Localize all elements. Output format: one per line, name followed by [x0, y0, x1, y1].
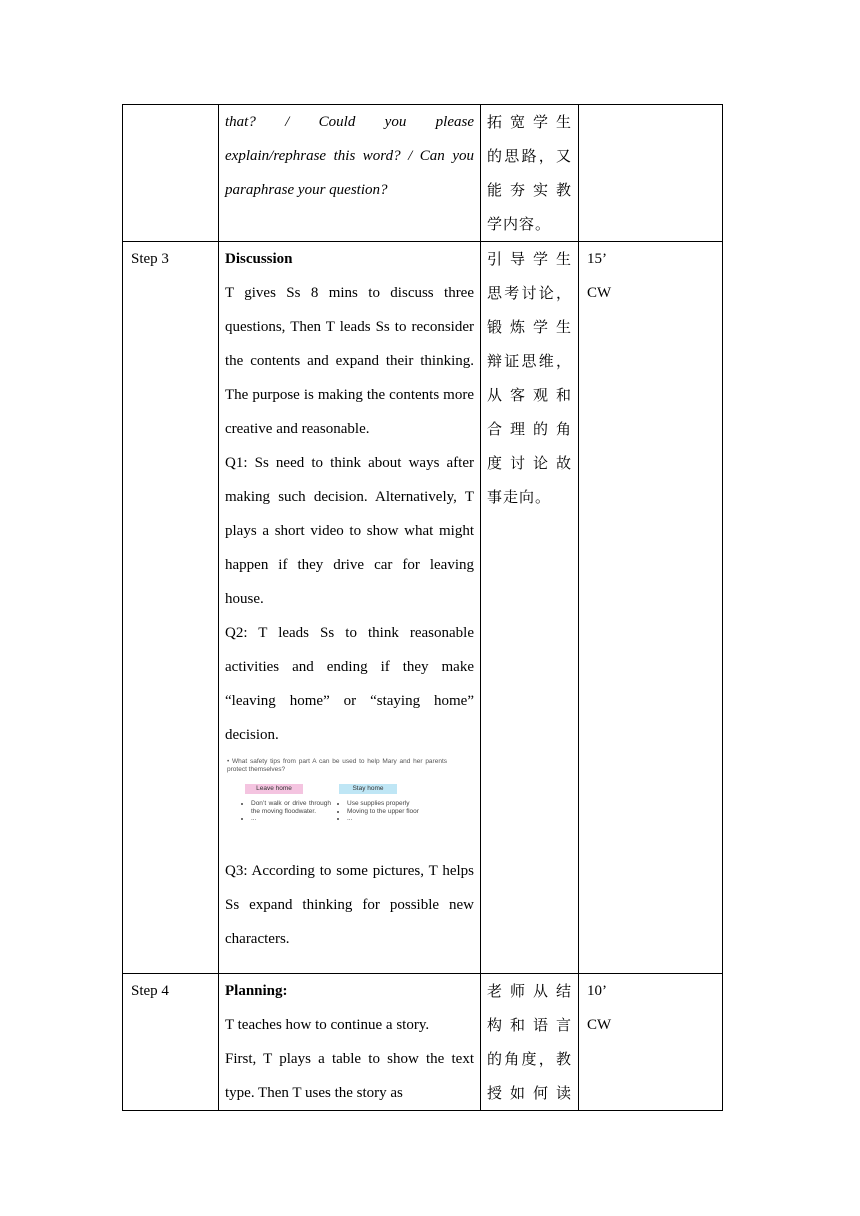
content-cell	[219, 974, 481, 1111]
leave-home-list: • Don’t walk or drive through the moving floodwater. • ...	[241, 800, 331, 823]
purpose-cell: 引导学生 思考讨论， 锻炼学生 辩证思维， 从客观和 合理的角 度讨论故 事走向。	[481, 242, 579, 974]
lesson-plan-table	[122, 104, 723, 1111]
table-row	[123, 974, 723, 1111]
time-cell	[579, 242, 723, 974]
duration: 10’	[587, 983, 607, 999]
work-mode: CW	[587, 285, 612, 301]
duration: 15’	[587, 251, 607, 267]
content-paragraph: T gives Ss 8 mins to discuss three questions, Then T leads Ss to reconsider the contents and expand their thinking. The purpose is making the contents more creative and reasonable.	[225, 285, 474, 437]
table-row	[123, 105, 723, 242]
section-heading: Planning:	[225, 983, 288, 999]
time-cell	[579, 105, 723, 242]
figure-question: • What safety tips from part A can be used to help Mary and her parents protect themselves?	[227, 758, 447, 773]
table-row	[123, 242, 723, 974]
content-cell	[219, 242, 481, 974]
content-paragraph: that? / Could you please explain/rephrase this word? / Can you paraphrase your question?	[225, 114, 474, 198]
step-label: Step 4	[131, 983, 169, 999]
step-cell	[123, 105, 219, 242]
time-cell	[579, 974, 723, 1111]
content-paragraph: Q3: According to some pictures, T helps Ss expand thinking for possible new characters.	[225, 863, 474, 947]
step-cell	[123, 242, 219, 974]
stay-home-list: • Use supplies properly • Moving to the upper floor • ...	[337, 800, 447, 823]
step-label: Step 3	[131, 251, 169, 267]
work-mode: CW	[587, 1017, 612, 1033]
section-heading: Discussion	[225, 251, 293, 267]
content-cell	[219, 105, 481, 242]
content-paragraph: T teaches how to continue a story.	[225, 1017, 430, 1033]
purpose-cell: 拓宽学生 的思路，又 能夯实教 学内容。	[481, 105, 579, 242]
leave-home-tag: Leave home	[245, 784, 303, 794]
content-paragraph: First, T plays a table to show the text type. Then T uses the story as	[225, 1051, 474, 1101]
stay-home-tag: Stay home	[339, 784, 397, 794]
safety-tips-figure	[225, 758, 474, 844]
purpose-cell: 老师从结 构和语言 的角度，教 授如何读	[481, 974, 579, 1111]
content-paragraph: Q2: T leads Ss to think reasonable activities and ending if they make “leaving home” or “staying home” decision.	[225, 625, 474, 743]
content-paragraph: Q1: Ss need to think about ways after making such decision. Alternatively, T plays a short video to show what might happen if they drive car for leaving house.	[225, 455, 474, 607]
step-cell	[123, 974, 219, 1111]
